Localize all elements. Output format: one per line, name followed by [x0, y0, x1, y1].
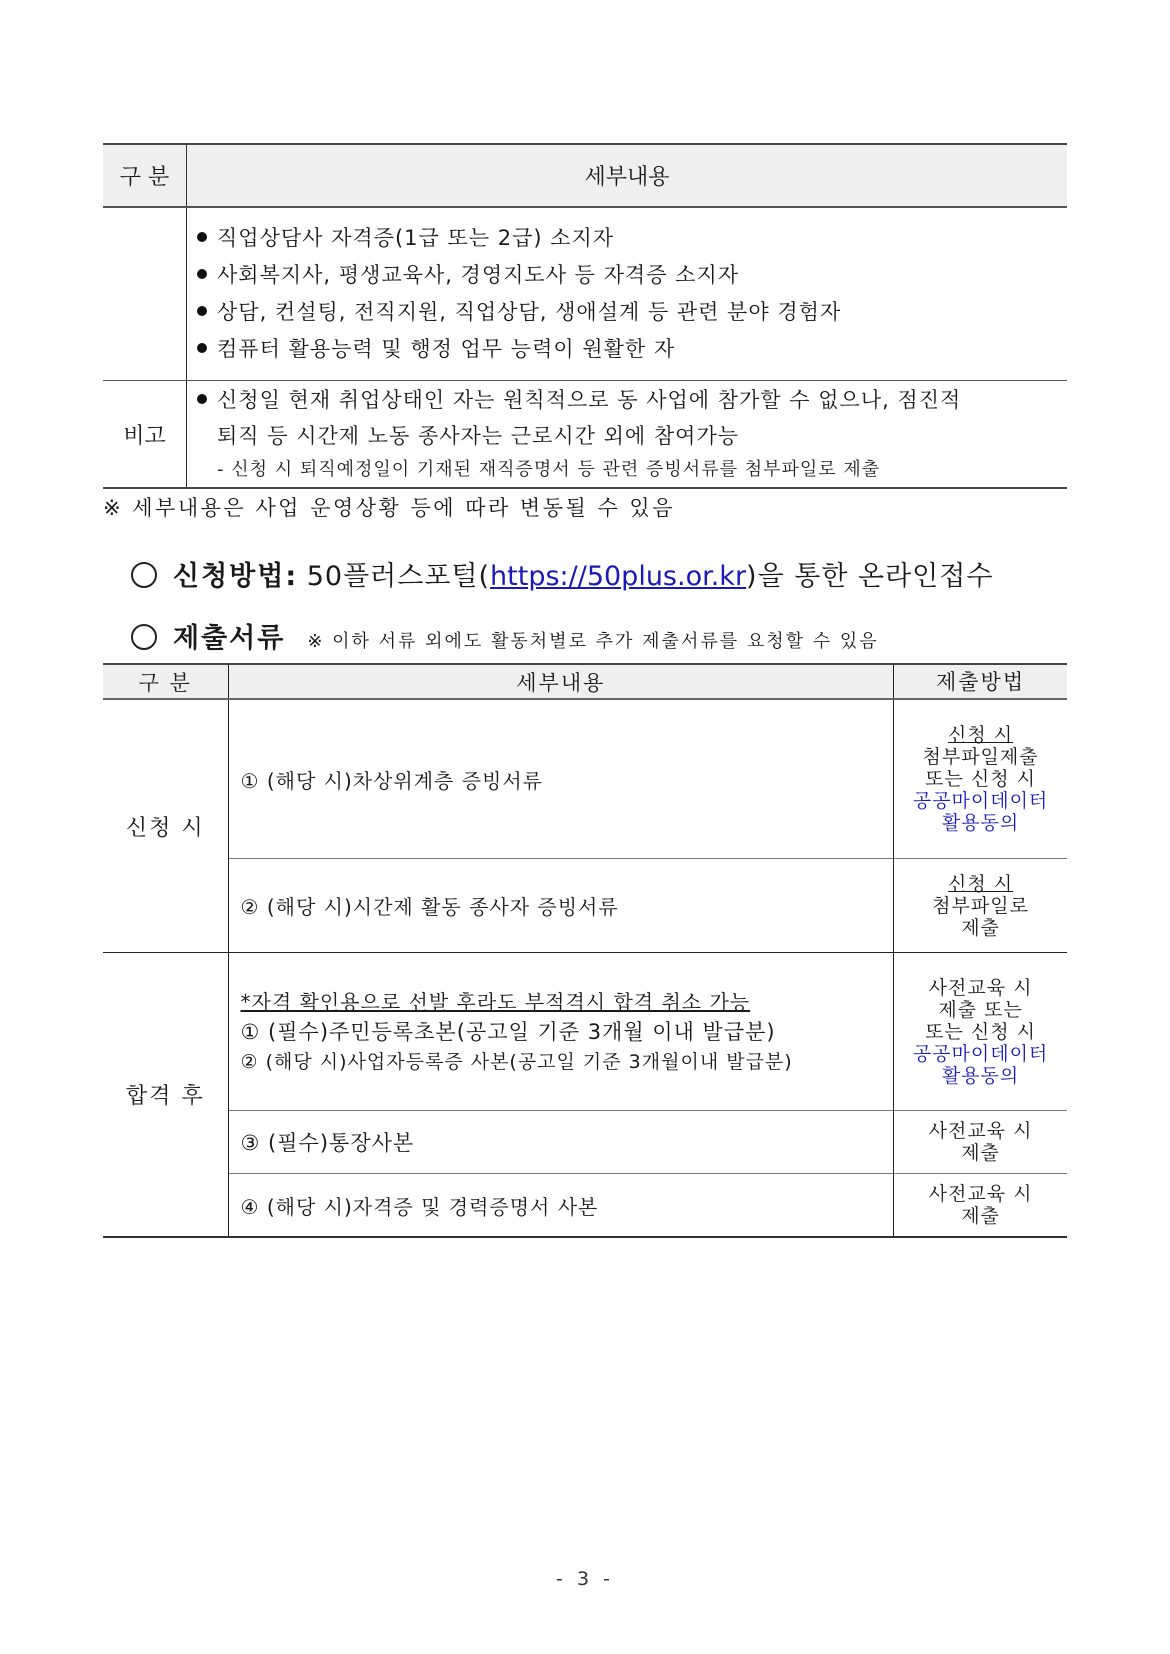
remarks-line-2: 퇴직 등 시간제 노동 종사자는 근로시간 외에 참여가능	[217, 424, 740, 448]
footnote: ※ 세부내용은 사업 운영상황 등에 따라 변동될 수 있음	[103, 496, 676, 520]
doc-method: 사전교육 시 제출 또는 또는 신청 시 공공마이데이터 활용동의	[894, 953, 1067, 1111]
list-item: 사회복지사, 평생교육사, 경영지도사 등 자격증 소지자	[197, 257, 1067, 294]
list-item: 직업상담사 자격증(1급 또는 2급) 소지자	[197, 220, 1067, 257]
header-details: 세부내용	[187, 144, 1068, 207]
bullet-icon	[197, 232, 207, 242]
documents-note: ※ 이하 서류 외에도 활동처별로 추가 제출서류를 요청할 수 있음	[307, 631, 879, 652]
doc-method: 사전교육 시 제출	[894, 1111, 1067, 1174]
doc-details: ③ (필수)통장사본	[228, 1111, 894, 1174]
doc-method: 사전교육 시 제출	[894, 1174, 1067, 1238]
table-header-row	[103, 144, 1067, 207]
remarks-line-1: 신청일 현재 취업상태인 자는 원칙적으로 동 사업에 참가할 수 없으나, 점진적	[197, 382, 1067, 418]
mydata-consent-text: 공공마이데이터	[912, 1042, 1049, 1065]
list-item: 컴퓨터 활용능력 및 행정 업무 능력이 원활한 자	[197, 331, 1067, 368]
application-method-heading: 신청방법: 50플러스포털(https://50plus.or.kr)을 통한 온라인접수	[131, 554, 993, 593]
bullet-icon	[197, 306, 207, 316]
circle-bullet-icon	[131, 624, 157, 650]
doc-details: ① (해당 시)차상위계층 증빙서류	[228, 699, 894, 859]
table-header-row	[103, 664, 1067, 699]
qualification-row	[103, 207, 1067, 381]
bullet-icon	[197, 269, 207, 279]
bullet-icon	[197, 394, 207, 404]
documents-heading: 제출서류 ※ 이하 서류 외에도 활동처별로 추가 제출서류를 요청할 수 있음	[131, 616, 879, 655]
circle-bullet-icon	[131, 562, 157, 588]
header-method: 제출방법	[894, 664, 1067, 699]
header-category: 구 분	[103, 144, 187, 207]
doc-method: 신청 시 첨부파일로 제출	[894, 859, 1067, 953]
documents-table	[103, 663, 1067, 1238]
table-row	[103, 953, 1067, 1111]
doc-details: ④ (해당 시)자격증 및 경력증명서 사본	[228, 1174, 894, 1238]
portal-link[interactable]: https://50plus.or.kr	[490, 561, 747, 592]
list-item: 상담, 컨설팅, 전직지원, 직업상담, 생애설계 등 관련 분야 경험자	[197, 294, 1067, 331]
mydata-consent-text: 공공마이데이터	[912, 790, 1049, 812]
header-details: 세부내용	[228, 664, 894, 699]
qualification-list	[187, 220, 1067, 368]
group-label-after-pass: 합격 후	[103, 953, 228, 1238]
table-row	[103, 859, 1067, 953]
group-label-apply: 신청 시	[103, 699, 228, 953]
remarks-label: 비고	[103, 381, 187, 489]
qualification-details	[187, 207, 1068, 381]
eligibility-note: *자격 확인용으로 선발 후라도 부적격시 합격 취소 가능	[240, 989, 751, 1014]
table-row	[103, 1174, 1067, 1238]
remarks-sub: - 신청 시 퇴직예정일이 기재된 재직증명서 등 관련 증빙서류를 첨부파일로 제출	[217, 459, 881, 480]
bullet-icon	[197, 343, 207, 353]
qualification-category-empty	[103, 207, 187, 381]
remarks-details	[187, 381, 1068, 489]
table-row	[103, 699, 1067, 859]
doc-method: 신청 시 첨부파일제출 또는 신청 시 공공마이데이터 활용동의	[894, 699, 1067, 859]
doc-details: *자격 확인용으로 선발 후라도 부적격시 합격 취소 가능 ① (필수)주민등록초본(공고일 기준 3개월 이내 발급분) ② (해당 시)사업자등록증 사본(공고일 기준 3개월이내 발급분)	[228, 953, 894, 1111]
header-category: 구 분	[103, 664, 228, 699]
remarks-row	[103, 381, 1067, 489]
qualification-table	[103, 143, 1067, 489]
table-row	[103, 1111, 1067, 1174]
doc-details: ② (해당 시)시간제 활동 종사자 증빙서류	[228, 859, 894, 953]
page-number: - 3 -	[556, 1568, 614, 1590]
